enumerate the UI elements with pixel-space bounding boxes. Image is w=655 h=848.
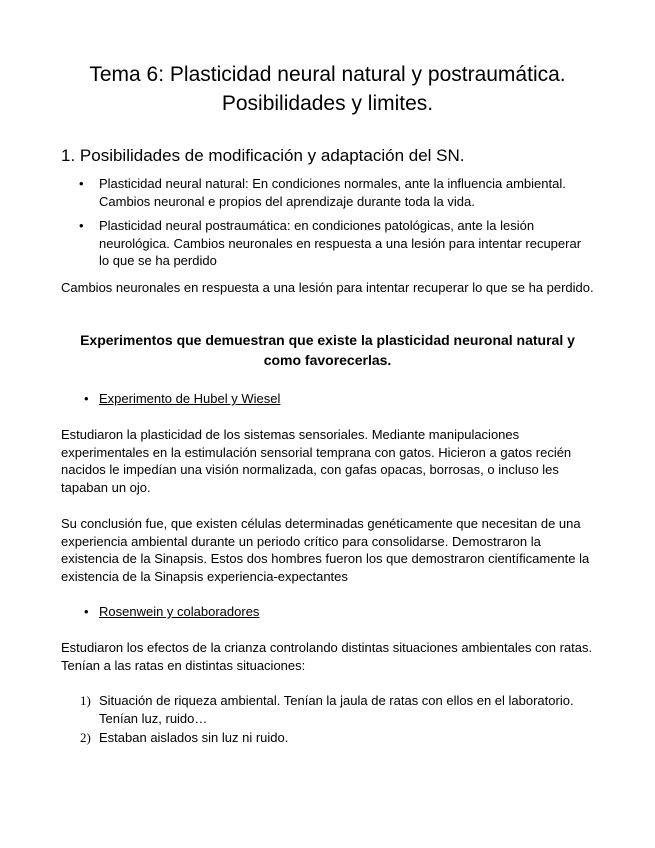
bullet-item-natural: • Plasticidad neural natural: En condiciones normales, ante la influencia ambiental. Cambios neuronal e propios del aprendizaje durante toda la vida. [61,175,594,210]
page-title [61,60,594,118]
title-line-1: Tema 6: Plasticidad neural natural y postraumática. [89,63,566,86]
bullet-item-postraumatica: • Plasticidad neural postraumática: en condiciones patológicas, ante la lesión neurológica. Cambios neuronales en respuesta a una lesión para intentar recuperar lo que se ha perdido [61,217,594,270]
experiments-subheading: Experimentos que demuestran que existe la plasticidad neuronal natural y como favorecerlas. [80,332,575,368]
experiment-hubel-wiesel-label: Experimento de Hubel y Wiesel [99,391,281,406]
section-heading: 1. Posibilidades de modificación y adaptación del SN. [61,146,465,165]
rosenwein-paragraph: Estudiaron los efectos de la crianza controlando distintas situaciones ambientales con ratas. Tenían a las ratas en distintas situaciones: [61,640,593,673]
situation-text: Situación de riqueza ambiental. Tenían la jaula de ratas con ellos en el laboratorio. Tenían luz, ruido… [99,693,574,726]
situation-number: 2) [80,730,91,745]
title-line-2: Posibilidades y limites. [221,92,434,115]
situation-item [61,729,594,747]
experiment-hubel-wiesel-item [61,390,594,408]
situation-text: Estaban aislados sin luz ni ruido. [99,730,289,745]
hubel-wiesel-paragraph-1: Estudiaron la plasticidad de los sistemas sensoriales. Mediante manipulaciones experimentales en la estimulación sensorial temprana con gatos. Hicieron a gatos recién nacidos le impedían una visión normalizada, con gafas opacas, borrosas, o incluso les tapaban un ojo. [61,427,572,495]
situations-list [61,692,594,749]
experiment-rosenwein-label: Rosenwein y colaboradores [99,604,260,619]
hubel-wiesel-paragraph-2: Su conclusión fue, que existen células determinadas genéticamente que necesitan de una experiencia ambiental durante un periodo crítico para consolidarse. Demostraron la existencia de la Sinapsis. Estos dos hombres fueron los que demostraron científicamente la existencia de la Sinapsis experiencia-expectantes [61,516,590,584]
situation-number: 1) [80,693,91,708]
cambios-paragraph: Cambios neuronales en respuesta a una lesión para intentar recuperar lo que se ha perdido. [61,280,594,295]
situation-item [61,692,594,727]
experiment-rosenwein-item [61,603,594,621]
plasticity-bullet-list [61,175,594,277]
